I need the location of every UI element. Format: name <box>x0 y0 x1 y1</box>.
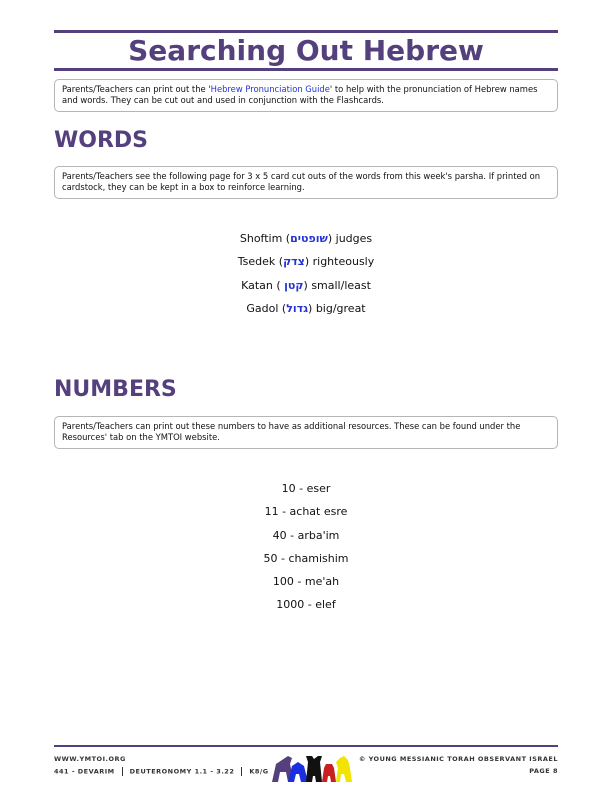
word-translit: Shoftim <box>239 232 283 245</box>
word-item: Katan ( קטן) small/least <box>241 278 371 292</box>
title-underline-rule <box>54 68 558 71</box>
mascot-logo-icon <box>268 752 358 784</box>
word-meaning: judges <box>335 232 373 245</box>
words-list <box>54 227 558 320</box>
word-hebrew: גדול <box>286 301 309 315</box>
intro-note-text-before: Parents/Teachers can print out the ' <box>62 84 211 94</box>
words-note-box <box>54 166 558 199</box>
intro-note-text-after: ' to help with the pronunciation of Hebrew names and words. They can be cut out and used in conjunction with the Flashcards. <box>62 84 538 105</box>
footer-reference: DEUTERONOMY 1.1 - 3.22 <box>129 767 235 776</box>
number-item: 1000 - elef <box>276 598 336 612</box>
page-title: Searching Out Hebrew <box>128 34 484 67</box>
word-item: Tsedek (צדק) righteously <box>237 255 375 269</box>
word-hebrew: קטן <box>284 278 304 292</box>
intro-note-box <box>54 79 558 112</box>
word-translit: Tsedek <box>237 255 276 269</box>
numbers-note-text: Parents/Teachers can print out these numbers to have as additional resources. These can be found under the Resources' tab on the YMTOI website. <box>62 421 521 442</box>
numbers-heading: NUMBERS <box>54 377 177 402</box>
number-item: 11 - achat esre <box>264 505 348 519</box>
word-hebrew: שופטים <box>290 232 328 245</box>
footer-lesson: 441 - DEVARIM <box>54 767 115 776</box>
numbers-note-box <box>54 416 558 449</box>
number-item: 40 - arba'im <box>272 528 340 542</box>
footer-rule <box>54 745 558 747</box>
footer-divider <box>241 767 242 776</box>
word-hebrew: צדק <box>283 255 305 269</box>
footer-page-number: PAGE 8 <box>529 767 558 775</box>
word-translit: Gadol <box>246 301 279 315</box>
footer-grade: K8/G <box>249 767 269 776</box>
word-translit: Katan <box>241 278 273 292</box>
footer-lesson-info <box>54 767 269 776</box>
footer-website: WWW.YMTOI.ORG <box>54 755 126 763</box>
word-meaning: big/great <box>315 301 366 315</box>
word-meaning: small/least <box>311 278 371 292</box>
word-meaning: righteously <box>312 255 375 269</box>
footer-copyright: © YOUNG MESSIANIC TORAH OBSERVANT ISRAEL <box>358 755 558 763</box>
word-item: Shoftim (שופטים) judges <box>239 232 373 245</box>
number-item: 50 - chamishim <box>263 551 349 565</box>
words-heading: WORDS <box>54 128 149 153</box>
numbers-list <box>54 477 558 617</box>
footer-divider <box>122 767 123 776</box>
number-item: 10 - eser <box>281 482 331 495</box>
number-item: 100 - me'ah <box>272 575 340 589</box>
words-note-text: Parents/Teachers see the following page for 3 x 5 card cut outs of the words from this week's parsha. If printed on cardstock, they can be kept in a box to reinforce learning. <box>62 171 541 192</box>
word-item: Gadol (גדול) big/great <box>246 301 366 315</box>
pronunciation-guide-link[interactable]: Hebrew Pronunciation Guide <box>210 84 330 94</box>
